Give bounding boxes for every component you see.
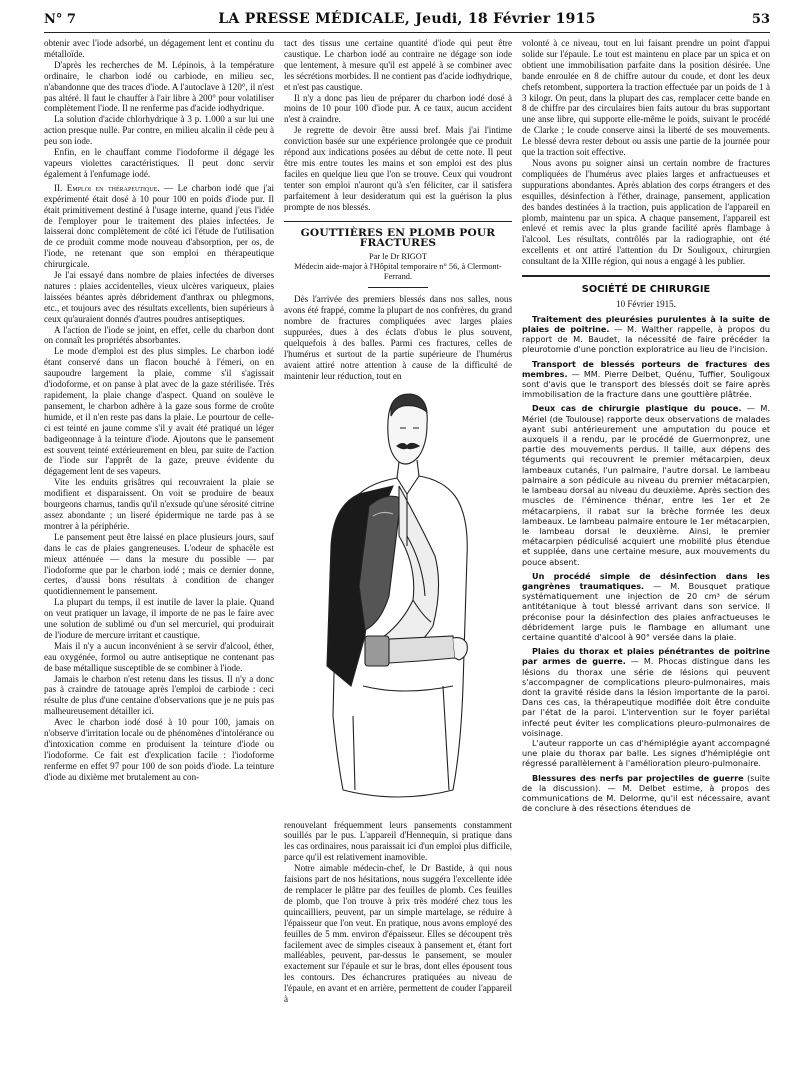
paragraph: La solution d'acide chlorhydrique à 3 p. 1.000 a sur lui une action presque nulle. Par contre, en milieu alcalin il cède peu à peu son iode. (44, 114, 274, 147)
report-text: — M. Mériel (de Toulouse) rapporte deux observations de malades ayant subi antérieurement une amputation du pouce et auxquels il a rendu, par le procédé de Guermonprez, une partie des mouvements perdus. Il taille, aux dépens des téguments qui recouvrent le premier métacarpien, deux lambeaux cutanés, l'un palmaire, l'autre dorsal. Le lambeau palmaire a son pédicule au niveau du premier métacarpien, le lambeau dorsal au niveau du deuxième. Après section des muscles de l'éminence thénar, entre les 1er et 2e métacarpiens, il rabat sur la brèche formée les deux lambeaux. Le lambeau palmaire entoure le 1er métacarpien, le lambeau dorsal le deuxième. Ainsi, le premier métacarpien pédiculisé acquiert une mobilité plus étendue et supplée, dans une certaine mesure, aux mouvements du pouce absent. (522, 403, 770, 567)
paragraph: Jamais le charbon n'est retenu dans les tissus. Il n'y a donc pas à craindre de tatouage après l'emploi de carbiode : ceci résulte de plus d'une centaine d'observations que je ne puis pas malheureusement détailler ici. (44, 673, 274, 717)
section-text: — Le charbon iodé que j'ai expérimenté était dosé à 10 pour 100 en poids d'iode pur. Il était primitivement destiné à l'usage interne, quand j'eus l'idée de l'employer pour le traitement des plaies infectées. Je laisserai donc complètement de côté ici l'étude de l'utilisation de ce produit comme mode nouveau d'absorption, per os, de l'iode, ne retenant que son emploi en thérapeutique chirurgicale. (44, 182, 274, 270)
report-heading: Plaies du thorax et plaies pénétrantes de poitrine par armes de guerre. (522, 646, 770, 667)
report-item (522, 314, 770, 355)
report-item (522, 571, 770, 642)
report-item (522, 773, 770, 814)
paragraph: Je l'ai essayé dans nombre de plaies infectées de diverses natures : plaies accidentelles, vieux ulcères variqueux, plaies laissées béantes après débridement d'anthrax ou phlegmons, etc., et toujours avec des résultats excellents, bien supérieurs à ceux qu'auraient donnés d'autres poudres antiseptiques. (44, 270, 274, 324)
paragraph: Avec le charbon iodé dosé à 10 pour 100, jamais on n'observe d'irritation locale ou de phénomènes d'intolérance ou d'intoxication comme en produisent la teinture d'iode ou l'iodoforme. Ce fait est d'explication facile : l'iodoforme renferme en effet 97 pour 100 de son poids d'iode. La teinture d'iode au dixième met brutalement au con- (44, 717, 274, 782)
paragraph: Nous avons pu soigner ainsi un certain nombre de fractures compliquées de l'humérus avec plaies larges et anfractueuses et suppurations abondantes. Après ablation des corps étrangers et des esquilles, désinfection à l'éther, drainage, pansement, application des bandes destinées à la traction, puis application de l'appareil en plomb, maintenu par un spica. A chaque pansement, l'appareil est enlevé et remis avec la plus grande facilité après flambage à l'alcool. Les résultats, contrôlés par la radiographie, ont été excellents et ont attiré l'attention du Dr Souligoux, chirurgien consultant de la XIIIe région, qui nous a engagé à les publier. (522, 157, 770, 267)
column-3 (522, 38, 770, 1076)
report-item (522, 359, 770, 400)
article-title: GOUTTIÈRES EN PLOMB POUR FRACTURES (300, 226, 496, 250)
paragraph: Le mode d'emploi est des plus simples. Le charbon iodé étant conservé dans un flacon bouché à l'émeri, on en saupoudre largement la plaie, comme s'il s'agissait d'iodoforme, et on panse à plat avec de la gaze stérilisée. Très rapidement, la plaie change d'aspect. Quand on soulève le pansement, le charbon adhère à la gaze sous forme de croûte humide, et il n'en reste pas dans la plaie. Le pourtour de celle-ci est teinté en jaune comme s'il y avait été pratiqué un léger badigeonnage à la teinture d'iode. Ajoutons que le pansement est souvent teinté extérieurement en bleu, par suite de l'action de l'iode sur l'apprêt de la gaze, preuve évidente du dégagement lent de ses vapeurs. (44, 346, 274, 477)
article-author: Par le Dr RIGOT (369, 252, 427, 262)
paragraph: Dès l'arrivée des premiers blessés dans nos salles, nous avons été frappé, comme la plupart de nos confrères, du grand nombre de fractures compliquées avec larges plaies suppurées, dues à des éclats d'obus le plus souvent, quelquefois à des balles. Parmi ces fractures, celles de l'humérus et surtout de la partie supérieure de l'humérus avaient attiré notre attention à cause de la difficulté de maintenir leur réduction, tout en (284, 294, 512, 381)
society-title: SOCIÉTÉ DE CHIRURGIE (581, 284, 711, 296)
report-text: (suite de la discussion). — M. Delbet estime, à propos des communications de M. Delorme, qu'il est nécessaire, avant de conclure à des résections étendues de (522, 772, 770, 814)
section-divider (284, 221, 512, 222)
report-text: — M. Walther rappelle, à propos du rapport de M. Baudet, la nécessité de faire précéder la pleurotomie d'une ponction exploratrice au lieu de l'incision. (522, 324, 770, 355)
paragraph: Il n'y a donc pas lieu de préparer du charbon iodé dosé à moins de 10 pour 100 d'iode pur. A ce taux, aucun accident n'est à craindre. (284, 92, 512, 125)
report-item (522, 403, 770, 566)
report-item (522, 646, 770, 738)
paragraph: D'après les recherches de M. Lépinois, à la température ordinaire, le charbon iodé ou carbiode, en milieu sec, n'abandonne que des traces d'iode. A l'autoclave à 120°, il n'est pas altéré. Il faut le chauffer à l'air libre à 200° pour volatiliser complètement l'iode. Il ne renferme pas d'acide iodhydrique. (44, 59, 274, 114)
report-text: — M. Bousquet pratique systématiquement une injection de 20 cm³ de sérum antitétanique à tout blessé arrivant dans son service. Il préconise pour la désinfection des plaies anfractueuses le débridement large puis le flambage en allumant une certaine quantité d'alcool à 90° versée dans la plaie. (522, 580, 770, 642)
report-heading: Blessures des nerfs par projectiles de guerre (532, 772, 744, 783)
report-text: — M. Phocas distingue dans les lésions du thorax une série de lésions qui peuvent s'accompagner de complications pleuro-pulmonaires, mais dont la gravité réside dans la lésion importante de la paroi. Dans ces cas, la thérapeutique modifiée doit être conduite par l'état de la paroi. L'intervention sur le foyer pariétal infecté peut éviter les complications pleuro-pulmonaires de voisinage. (522, 656, 770, 738)
paragraph: volonté à ce niveau, tout en lui faisant prendre un point d'appui solide sur l'épaule. Le tout est maintenu en place par un spica et on obtient une immobilisation parfaite dans la position désirée. Une bande enroulée en 8 de chiffre autour du coude, et dont les deux chefs retombent, supportera la traction effectuée par un poids de 1 à 3 kilogr. On peut, dans la plupart des cas, remplacer cette bande en 8 de chiffre par des circulaires bien faits autour du bras supportant une anse libre, qui supporte elle-même le poids, suivant le procédé de Clarke ; le coude conserve ainsi la liberté de ses mouvements. Le blessé devra rester debout ou assis une partie de la journée pour que la traction soit effective. (522, 38, 770, 158)
issue-number: N° 7 (44, 12, 76, 27)
column-1 (44, 38, 274, 1076)
paragraph: tact des tissus une certaine quantité d'iode qui peut être caustique. Le charbon iodé au contraire ne dégage son iode que lentement, à mesure qu'il est appelé à se combiner avec les sécrétions morbides. Il ne contient pas d'acide iodhydrique, et n'est pas caustique. (284, 38, 512, 92)
report-item: L'auteur rapporte un cas d'hémiplégie ayant accompagné une plaie du thorax par balle. Les signes d'hémiplégie ont régressé parallèlement à l'amélioration pleuro-pulmonaire. (522, 737, 770, 769)
paragraph: obtenir avec l'iode adsorbé, un dégagement lent et continu du métalloïde. (44, 38, 274, 59)
paragraph: renouvelant fréquemment leurs pansements constamment souillés par le pus. L'appareil d'Hennequin, si pratique dans les cas ordinaires, nous paraissait ici d'un emploi plus difficile, parce qu'il est relativement inamovible. (284, 819, 512, 863)
section-paragraph (44, 183, 274, 270)
paragraph: La plupart du temps, il est inutile de laver la plaie. Quand on veut pratiquer un lavage, il importe de ne pas le faire avec une solution de sublimé ou d'un sel mercuriel, qui produirait de l'iodure de mercure irritant et caustique. (44, 597, 274, 640)
paragraph: Mais il n'y a aucun inconvénient à se servir d'alcool, éther, eau oxygénée, formol ou autre antiseptique ne contenant pas de base métallique susceptible de se combiner à l'iode. (44, 640, 274, 673)
paragraph: Le pansement peut être laissé en place plusieurs jours, sauf dans le cas de plaies gangreneuses. L'odeur de sphacèle est mieux atténuée — dans la mesure du possible — par l'iodoforme que par le charbon iodé ; mais ce dernier donne, certes, d'aussi bons résultats à condition de changer quotidiennement le pansement. (44, 531, 274, 597)
report-heading: Transport de blessés porteurs de fractures des membres. (522, 358, 770, 379)
author-affiliation: Médecin aide-major à l'Hôpital temporaire n° 56, à Clermont-Ferrand. (294, 262, 502, 282)
section-divider (522, 275, 770, 277)
section-heading: II. Emploi en thérapeutique. (54, 182, 160, 193)
page-header (44, 10, 770, 33)
paragraph: Enfin, en le chauffant comme l'iodoforme il dégage les vapeurs violettes caractéristiques. Il peut donc servir également à l'enfumage iodé. (44, 147, 274, 179)
page-number: 53 (751, 12, 770, 27)
report-heading: Deux cas de chirurgie plastique du pouce. (532, 403, 742, 414)
paragraph: Notre aimable médecin-chef, le Dr Bastide, à qui nous faisions part de nos hésitations, nous suggéra l'excellente idée de remplacer le plâtre par des feuilles de plomb. Ces feuilles de plomb, que l'on trouve à prix très modéré chez tous les quincailliers, peuvent, par un simple martelage, se réduire à l'épaisseur que l'on veut. En pratique, nous avons employé des feuilles de 5 mm. environ d'épaisseur. Elles se découpent très facilement avec de simples ciseaux à pansement et, étant fort malléables, peuvent, par-dessus le pansement, se mouler exactement sur l'épaule et sur le bras, dont elles épousent tous les contours. Des échancrures pratiquées au niveau de l'épaule, en avant et en arrière, permettent de couder l'appareil à (284, 863, 512, 1005)
report-heading: Traitement des pleurésies purulentes à la suite de plaies de poitrine. (522, 313, 770, 335)
society-date: 10 Février 1915. (616, 298, 676, 309)
journal-title: LA PRESSE MÉDICALE, Jeudi, 18 Février 1915 (218, 11, 596, 27)
society-report (522, 314, 770, 814)
column-2 (284, 38, 512, 1076)
paragraph: Vite les enduits grisâtres qui recouvraient la plaie se modifient et disparaissent. On voit se produire de beaux bourgeons charnus, tandis qu'il n'exsude qu'une sérosité citrine assez abondante ; un liseré épidermique ne tarde pas à se montrer à la périphérie. (44, 477, 274, 531)
patient-with-lead-splint-illustration (303, 386, 493, 814)
report-heading: Un procédé simple de désinfection dans les gangrènes traumatiques. (522, 570, 770, 591)
report-text: — MM. Pierre Delbet, Quénu, Tuffier, Souligoux sont d'avis que le transport des blessés doit se faire après immobilisation de la fracture dans une gouttière plâtrée. (522, 368, 770, 400)
byline-divider (368, 287, 428, 288)
paragraph: Je regrette de devoir être aussi bref. Mais j'ai l'intime conviction basée sur une expérience prolongée que ce produit répond aux indications posées au début de cette note. Il peut être mis entre toutes les mains et son emploi est des plus faciles en quelque lieu que l'on se trouve. Ceux qui voudront tenter son emploi n'auront qu'à s'en féliciter, car il satisfera parfaitement à leur desideratum qui est la guérison la plus prompte de nos blessés. (284, 125, 512, 212)
paragraph: A l'action de l'iode se joint, en effet, celle du charbon dont on connaît les propriétés absorbantes. (44, 324, 274, 346)
